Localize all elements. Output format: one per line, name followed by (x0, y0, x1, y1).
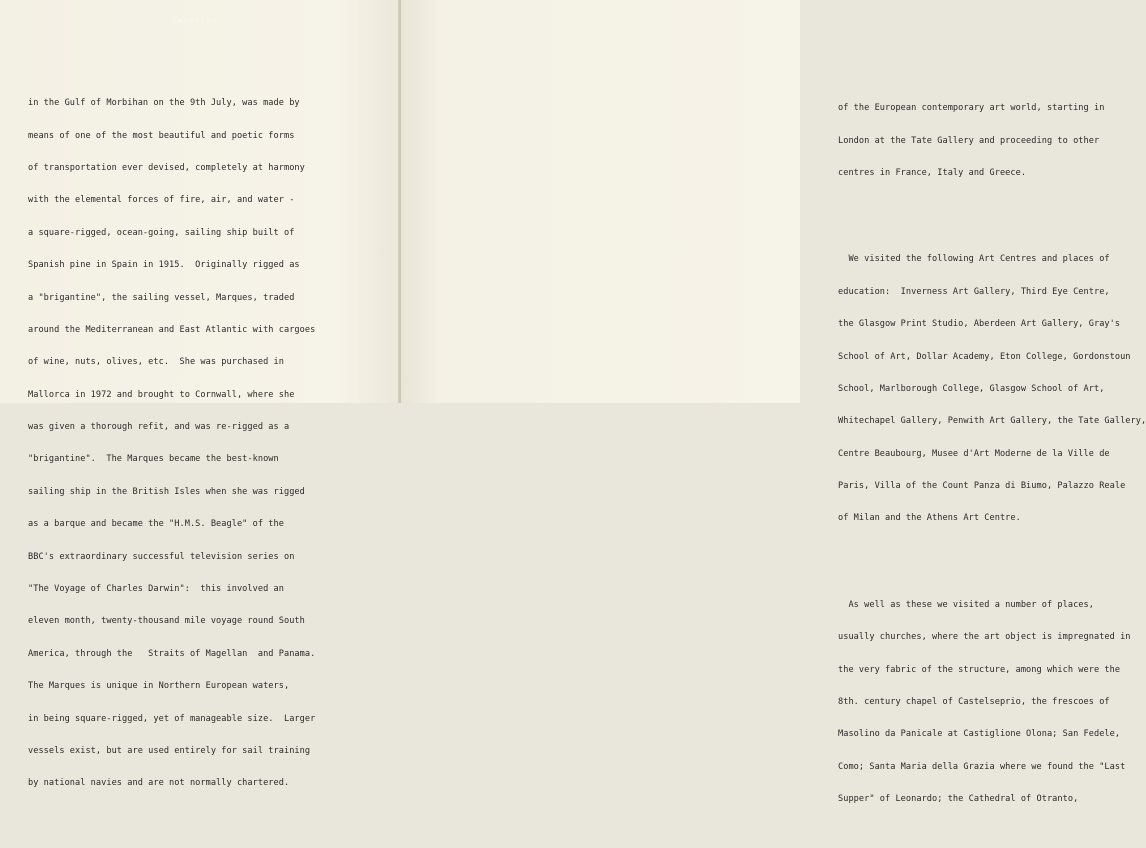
text-line: The Marques is unique in Northern European waters, (28, 681, 290, 692)
text-line: usually churches, where the art object is impregnated in (838, 632, 1131, 643)
text-line: "The Voyage of Charles Darwin": this involved an (28, 584, 284, 595)
right-paragraph-2 (838, 233, 1146, 546)
text-line: of Milan and the Athens Art Centre. (838, 513, 1021, 524)
text-line: of wine, nuts, olives, etc. She was purchased in (28, 357, 284, 368)
left-page (0, 0, 399, 789)
text-line: with the elemental forces of fire, air, and water - (28, 195, 295, 206)
text-line: School of Art, Dollar Academy, Eton College, Gordonstoun (838, 351, 1131, 362)
text-line: a square-rigged, ocean-going, sailing ship built of (28, 227, 295, 238)
text-line: Whitechapel Gallery, Penwith Art Gallery, the Tate Gallery, (838, 416, 1146, 427)
text-line: Masolino da Panicale at Castiglione Olona; San Fedele, (838, 729, 1121, 740)
left-paragraph (28, 77, 315, 811)
text-line: School, Marlborough College, Glasgow School of Art, (838, 383, 1105, 394)
text-line: means of one of the most beautiful and poetic forms (28, 130, 295, 141)
text-line: the very fabric of the structure, among which were the (838, 664, 1121, 675)
text-line: the Glasgow Print Studio, Aberdeen Art Gallery, Gray's (838, 319, 1121, 330)
text-line: in the Gulf of Morbihan on the 9th July, was made by (28, 98, 300, 109)
text-line: in being square-rigged, yet of manageable size. Larger (28, 713, 316, 724)
right-page-text (838, 60, 1146, 848)
text-line: a "brigantine", the sailing vessel, Marques, traded (28, 292, 295, 303)
text-line: London at the Tate Gallery and proceeding to other (838, 135, 1100, 146)
text-line: sailing ship in the British Isles when she was rigged (28, 486, 305, 497)
text-line: around the Mediterranean and East Atlantic with cargoes (28, 324, 316, 335)
text-line: "brigantine". The Marques became the best-known (28, 454, 279, 465)
text-line: as a barque and became the "H.M.S. Beagle" of the (28, 519, 284, 530)
text-line: eleven month, twenty-thousand mile voyage round South (28, 616, 305, 627)
text-line: of the European contemporary art world, starting in (838, 103, 1105, 114)
right-page (401, 0, 1146, 805)
text-line: We visited the following Art Centres and places of (838, 254, 1110, 265)
text-line: Como; Santa Maria della Grazia where we found the "Last (838, 761, 1126, 772)
text-line: vessels exist, but are used entirely for sail training (28, 746, 311, 756)
text-line: BBC's extraordinary successful television series on (28, 551, 295, 562)
right-paragraph-1 (838, 82, 1146, 201)
text-line: America, through the Straits of Magellan and Panama. (28, 648, 316, 659)
text-line: Supper" of Leonardo; the Cathedral of Otranto, (838, 794, 1079, 805)
text-line: was given a thorough refit, and was re-rigged as a (28, 422, 290, 433)
text-line: centres in France, Italy and Greece. (838, 167, 1027, 178)
faded-heading: Sapmiles (172, 16, 219, 25)
text-line: Spanish pine in Spain in 1915. Originally rigged as (28, 260, 300, 271)
text-line: 8th. century chapel of Castelseprio, the frescoes of (838, 697, 1110, 708)
left-page-text (28, 55, 315, 832)
text-line: Paris, Villa of the Count Panza di Biumo, Palazzo Reale (838, 481, 1126, 492)
text-line: Centre Beaubourg, Musee d'Art Moderne de la Ville de (838, 448, 1110, 459)
text-line: Mallorca in 1972 and brought to Cornwall, where she (28, 389, 295, 400)
text-line: of transportation ever devised, completely at harmony (28, 162, 305, 173)
text-line: As well as these we visited a number of places, (838, 599, 1094, 610)
right-paragraph-3 (838, 578, 1146, 826)
text-line: education: Inverness Art Gallery, Third Eye Centre, (838, 286, 1110, 297)
text-line: by national navies and are not normally chartered. (28, 778, 290, 789)
